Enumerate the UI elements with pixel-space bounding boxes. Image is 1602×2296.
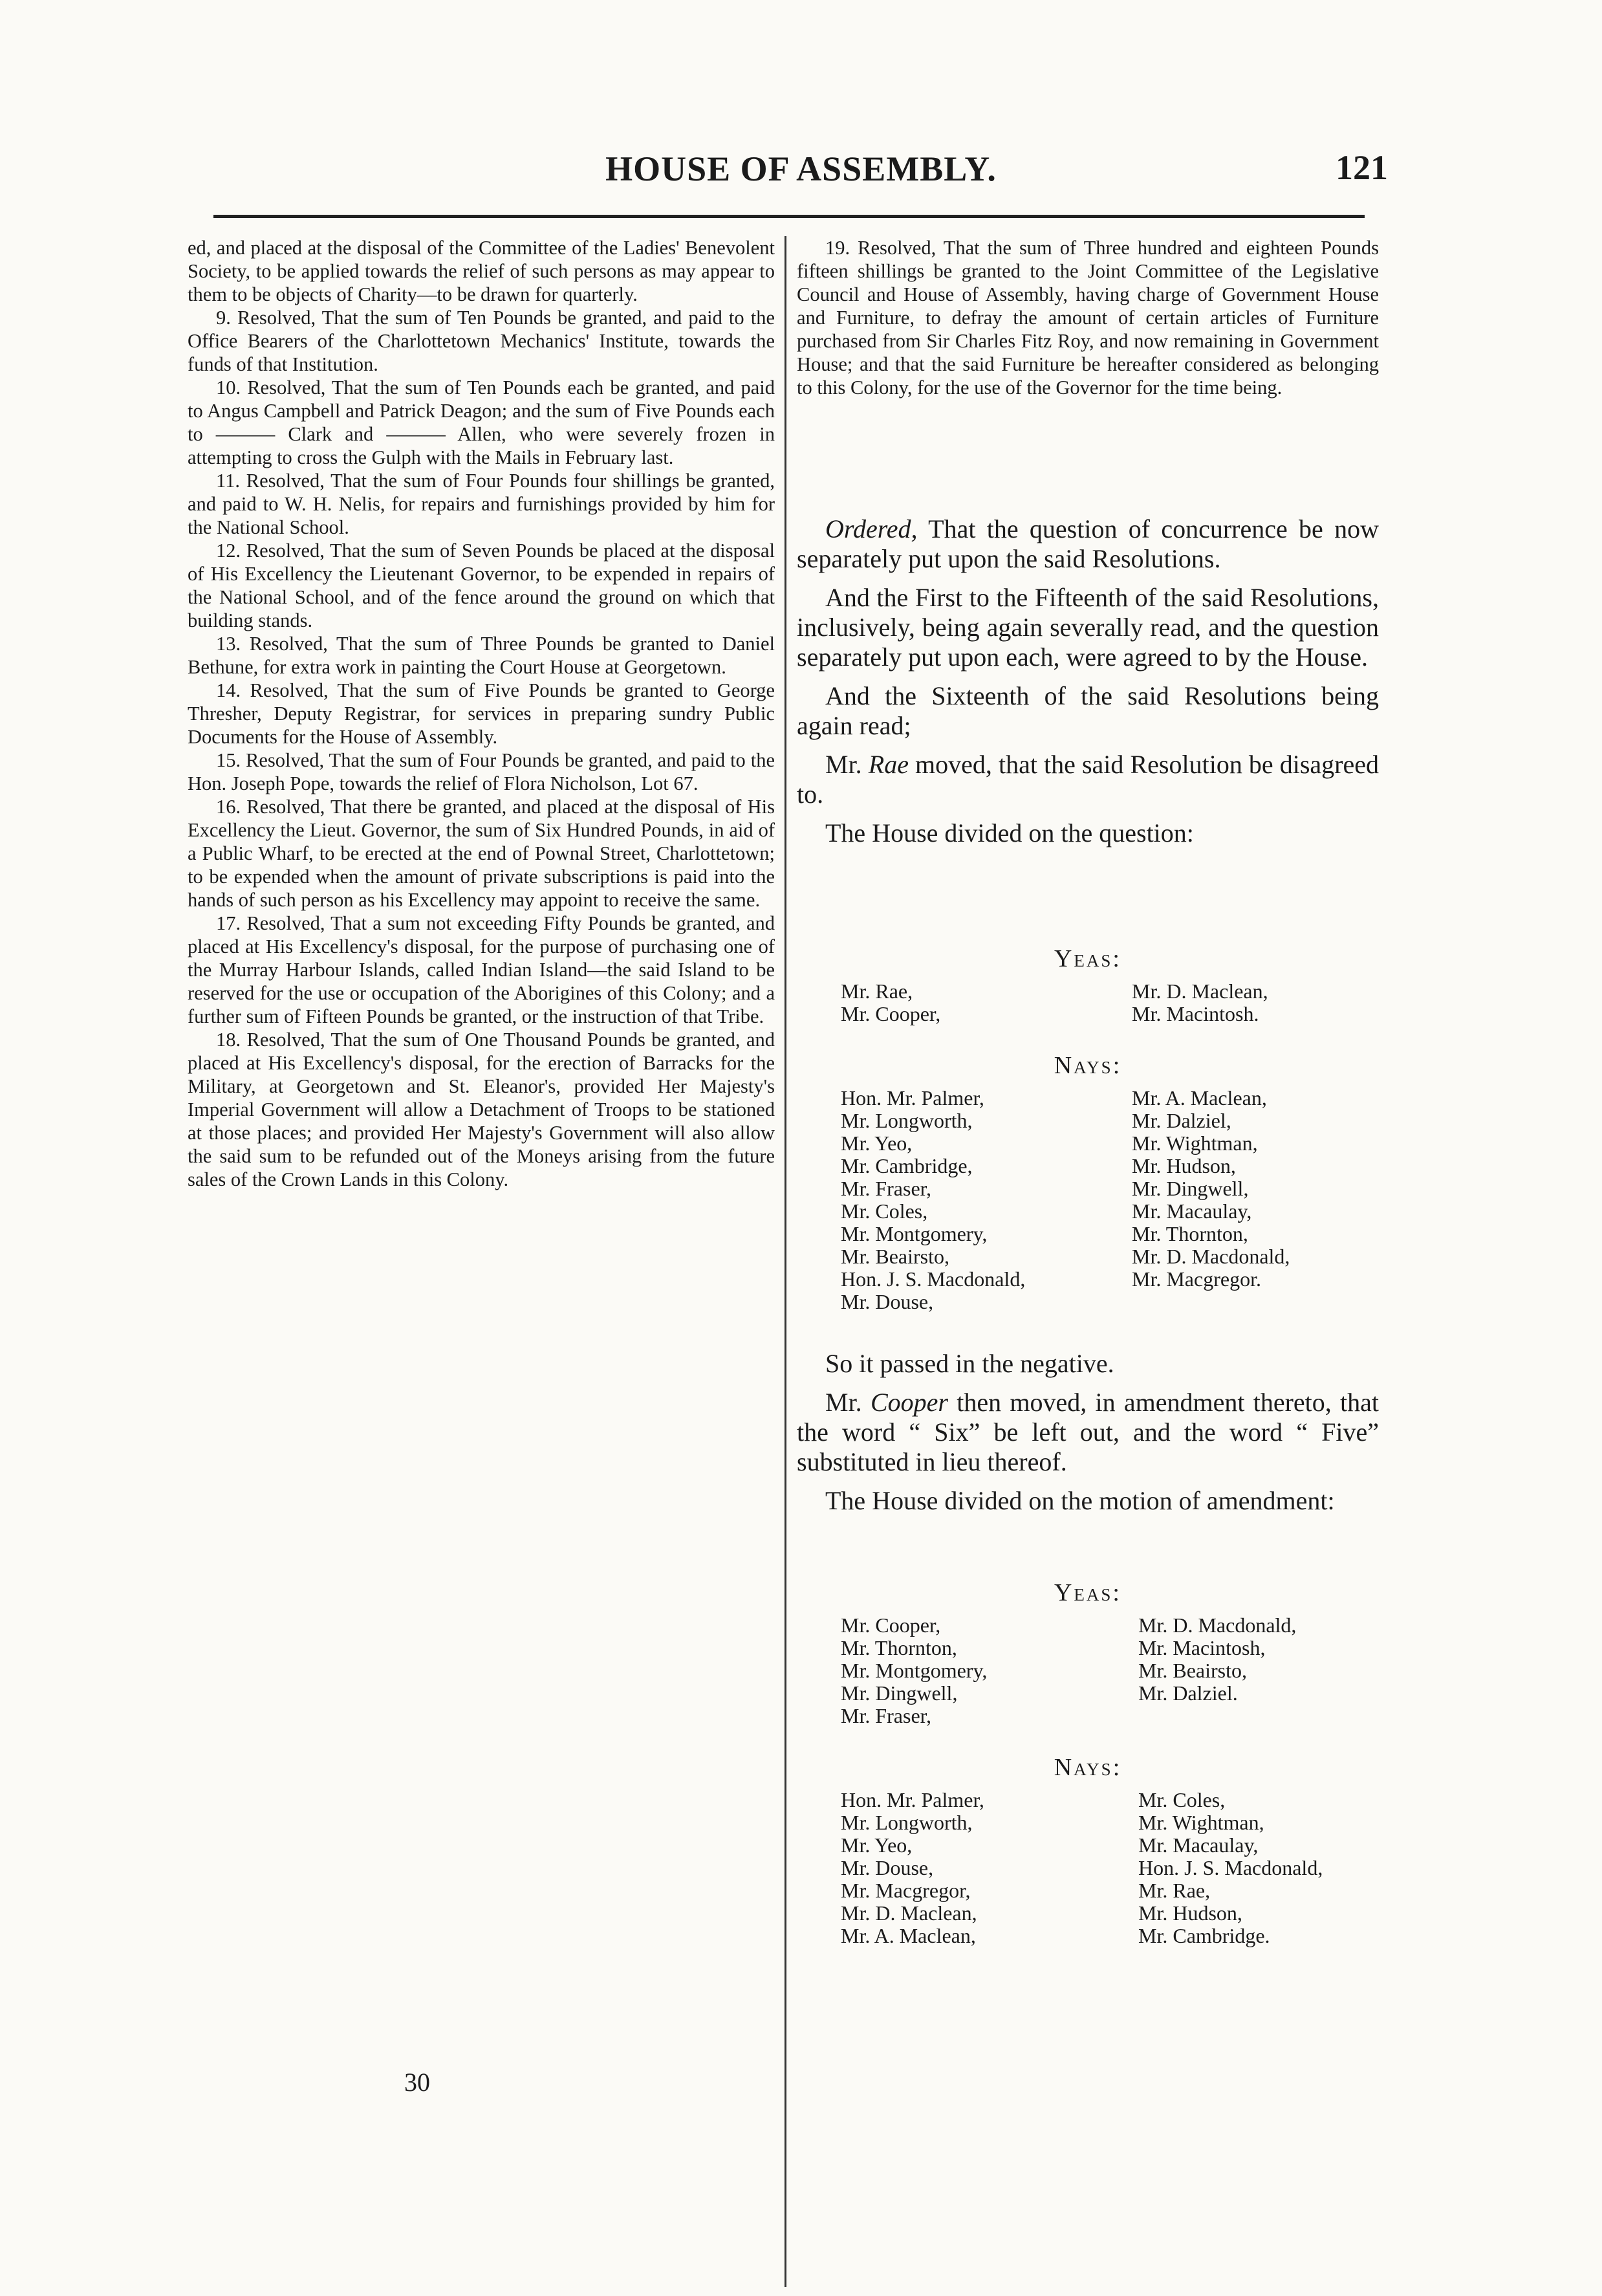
member-name: Mr. Macgregor, <box>841 1879 971 1902</box>
vote1-yeas-left <box>841 980 940 1025</box>
divided-question-paragraph: The House divided on the question: <box>825 818 1194 847</box>
member-name: Mr. Macaulay, <box>1132 1199 1252 1223</box>
resolution-11: 11. Resolved, That the sum of Four Pounds four shillings be granted, and paid to W. H. Nelis, for repairs and furnishings provided by him for the National School. <box>188 470 775 538</box>
member-name: Mr. Fraser, <box>841 1704 932 1727</box>
vote2-nays-heading: Nays: <box>1054 1754 1122 1781</box>
resolution-8-continued: ed, and placed at the disposal of the Committee of the Ladies' Benevolent Society, to be applied towards the relief of such persons as may appear to them to be objects of Charity—to be drawn for quarterly. <box>188 237 775 305</box>
resolution-16: 16. Resolved, That there be granted, and placed at the disposal of His Excellency the Lieut. Governor, the sum of Six Hundred Pounds, in aid of a Public Wharf, to be erected at the end of Pownal Street, Charlottetown; to be expended when the amount of private subscriptions is paid into the hands of such person as his Excellency may appoint to receive the same. <box>188 796 775 911</box>
member-name: Mr. Macintosh. <box>1132 1002 1259 1025</box>
cooper-mr: Mr. <box>825 1388 862 1417</box>
member-name: Mr. Douse, <box>841 1290 934 1313</box>
resolution-13: 13. Resolved, That the sum of Three Pounds be granted to Daniel Bethune, for extra work in painting the Court House at Georgetown. <box>188 633 775 678</box>
member-name: Mr. Thornton, <box>841 1636 957 1659</box>
ordered-word: Ordered, <box>825 514 918 543</box>
member-name: Mr. A. Maclean, <box>841 1924 976 1947</box>
first-to-fifteenth-paragraph: And the First to the Fifteenth of the said Resolutions, inclusively, being again severally read, and the question separately put upon each, were agreed to by the House. <box>797 583 1379 672</box>
member-name: Hon. J. S. Macdonald, <box>1138 1856 1323 1879</box>
sixteenth-paragraph: And the Sixteenth of the said Resolutions being again read; <box>797 681 1379 740</box>
member-name: Mr. Yeo, <box>841 1132 913 1155</box>
member-name: Mr. Rae, <box>1138 1879 1211 1902</box>
member-name: Mr. Wightman, <box>1132 1132 1258 1155</box>
member-name: Mr. Macgregor. <box>1132 1267 1261 1291</box>
member-name: Mr. D. Maclean, <box>841 1901 977 1925</box>
member-name: Mr. Hudson, <box>1138 1901 1242 1925</box>
resolution-10: 10. Resolved, That the sum of Ten Pounds each be granted, and paid to Angus Campbell and Patrick Deagon; and the sum of Five Pounds each to ——— Clark and ——— Allen, who were severely frozen in attempting to cross the Gulph with the Mails in February last. <box>188 377 775 468</box>
member-name: Mr. Thornton, <box>1132 1222 1248 1245</box>
member-name: Mr. Coles, <box>1138 1788 1226 1811</box>
member-name: Mr. Douse, <box>841 1856 934 1879</box>
cooper-amendment-paragraph <box>797 1388 1379 1477</box>
member-name: Mr. Cooper, <box>841 1002 941 1025</box>
ordered-paragraph <box>797 514 1379 574</box>
member-name: Mr. Coles, <box>841 1199 928 1223</box>
resolution-17: 17. Resolved, That a sum not exceeding Fifty Pounds be granted, and placed at His Excellency's disposal, for the purpose of purchasing one of the Murray Harbour Islands, called Indian Island—the said Island to be reserved for the use or occupation of the Aborigines of this Colony; and a further sum of Fifteen Pounds be granted, or the instruction of that Tribe. <box>188 912 775 1027</box>
member-name: Mr. Cambridge. <box>1138 1924 1270 1947</box>
member-name: Mr. A. Maclean, <box>1132 1086 1267 1110</box>
divided-amendment-paragraph: The House divided on the motion of amendment: <box>825 1486 1335 1515</box>
member-name: Mr. Fraser, <box>841 1177 932 1200</box>
member-name: Mr. Wightman, <box>1138 1811 1264 1834</box>
member-name: Mr. Longworth, <box>841 1109 973 1132</box>
member-name: Mr. Beairsto, <box>1138 1659 1247 1682</box>
signature-mark: 30 <box>404 2068 430 2097</box>
member-name: Mr. Dalziel. <box>1138 1681 1238 1705</box>
member-name: Hon. Mr. Palmer, <box>841 1086 984 1110</box>
rae-motion-paragraph <box>797 750 1379 809</box>
resolution-14: 14. Resolved, That the sum of Five Pounds be granted to George Thresher, Deputy Registrar, for services in preparing sundry Public Documents for the House of Assembly. <box>188 679 775 748</box>
vote2-nays-left <box>841 1789 984 1947</box>
member-name: Mr. Dalziel, <box>1132 1109 1231 1132</box>
member-name: Mr. Yeo, <box>841 1833 913 1857</box>
member-name: Hon. J. S. Macdonald, <box>841 1267 1026 1291</box>
negative-paragraph: So it passed in the negative. <box>825 1349 1114 1378</box>
page-title: HOUSE OF ASSEMBLY. <box>605 149 997 188</box>
member-name: Mr. D. Macdonald, <box>1132 1245 1290 1268</box>
vote1-nays-heading: Nays: <box>1054 1052 1122 1079</box>
vote1-nays-right <box>1132 1087 1290 1291</box>
left-column <box>188 236 775 1191</box>
member-name: Mr. Macaulay, <box>1138 1833 1259 1857</box>
member-name: Mr. Montgomery, <box>841 1659 988 1682</box>
rae-mr: Mr. <box>825 750 862 779</box>
member-name: Mr. Rae, <box>841 979 913 1003</box>
resolution-15: 15. Resolved, That the sum of Four Pounds be granted, and paid to the Hon. Joseph Pope, towards the relief of Flora Nicholson, Lot 67. <box>188 749 775 794</box>
vote2-yeas-heading: Yeas: <box>1054 1579 1121 1606</box>
member-name: Mr. Hudson, <box>1132 1154 1236 1177</box>
member-name: Mr. Macintosh, <box>1138 1636 1266 1659</box>
member-name: Mr. D. Maclean, <box>1132 979 1268 1003</box>
vote1-yeas-right <box>1132 980 1268 1025</box>
page-number: 121 <box>1336 148 1388 187</box>
resolution-19: 19. Resolved, That the sum of Three hundred and eighteen Pounds fifteen shillings be granted to the Joint Committee of the Legislative Council and House of Assembly, having charge of Government House and Furniture, to defray the amount of certain articles of Furniture purchased from Sir Charles Fitz Roy, and now remaining in Government House; and that the said Furniture be hereafter considered as belonging to this Colony, for the use of the Governor for the time being. <box>797 237 1379 399</box>
member-name: Hon. Mr. Palmer, <box>841 1788 984 1811</box>
member-name: Mr. Dingwell, <box>1132 1177 1249 1200</box>
column-divider <box>785 236 786 2287</box>
resolution-12: 12. Resolved, That the sum of Seven Pounds be placed at the disposal of His Excellency the Lieutenant Governor, to be expended in repairs of the National School, and of the fence around the ground on which that building stands. <box>188 540 775 631</box>
rae-motion-text: moved, that the said Resolution be disagreed to. <box>797 750 1379 809</box>
member-name: Mr. Dingwell, <box>841 1681 958 1705</box>
member-name: Mr. Cooper, <box>841 1613 941 1637</box>
vote2-nays-right <box>1138 1789 1323 1947</box>
vote1-yeas-heading: Yeas: <box>1054 945 1121 972</box>
resolution-18: 18. Resolved, That the sum of One Thousand Pounds be granted, and placed at His Excellency's disposal, for the erection of Barracks for the Military, at Georgetown and St. Eleanor's, provided Her Majesty's Imperial Government will allow a Detachment of Troops to be stationed at those places; and provided Her Majesty's Government will also allow the said sum to be refunded out of the Moneys arising from the future sales of the Crown Lands in this Colony. <box>188 1029 775 1190</box>
member-name: Mr. Montgomery, <box>841 1222 988 1245</box>
right-column-proceedings <box>797 514 1379 857</box>
resolution-9: 9. Resolved, That the sum of Ten Pounds be granted, and paid to the Office Bearers of the Charlottetown Mechanics' Institute, towards the funds of that Institution. <box>188 307 775 375</box>
header-rule <box>213 215 1365 218</box>
member-name: Mr. D. Macdonald, <box>1138 1613 1297 1637</box>
vote2-yeas-right <box>1138 1614 1296 1705</box>
cooper-name: Cooper <box>870 1388 948 1417</box>
vote2-yeas-left <box>841 1614 987 1727</box>
cooper-amendment-text: then moved, in amendment thereto, that the word “ Six” be left out, and the word “ Five” substituted in lieu thereof. <box>797 1388 1380 1476</box>
member-name: Mr. Longworth, <box>841 1811 973 1834</box>
right-column-amendment <box>797 1349 1379 1525</box>
rae-name: Rae <box>868 750 909 779</box>
member-name: Mr. Cambridge, <box>841 1154 973 1177</box>
member-name: Mr. Beairsto, <box>841 1245 949 1268</box>
ordered-text: That the question of concurrence be now separately put upon the said Resolutions. <box>797 514 1379 573</box>
vote1-nays-left <box>841 1087 1025 1313</box>
right-column-resolution <box>797 236 1379 399</box>
